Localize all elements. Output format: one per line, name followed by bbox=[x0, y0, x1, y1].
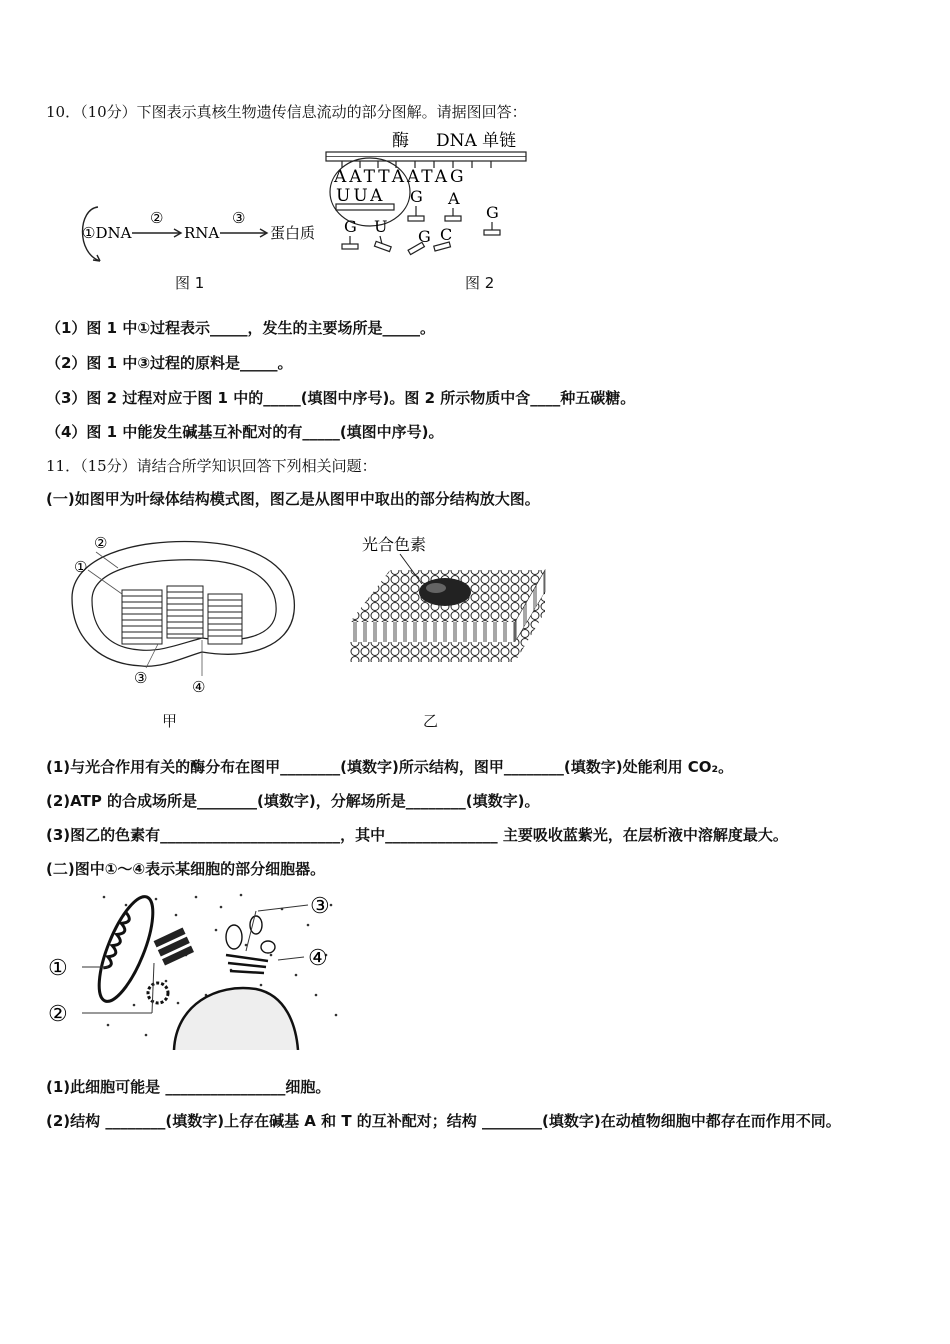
free-base-g4: G bbox=[418, 227, 431, 246]
free-base-g1: G bbox=[410, 187, 423, 206]
fig2-template-bases: AATTAATAG bbox=[334, 167, 467, 187]
fig2-caption: 图 2 bbox=[465, 274, 495, 292]
jia-label-1: ① bbox=[74, 558, 88, 576]
fig1-protein-label: 蛋白质 bbox=[270, 224, 316, 242]
q10-header: 10．（10分）下图表示真核生物遗传信息流动的部分图解。请据图回答： bbox=[46, 103, 527, 121]
yi-pigment-label: 光合色素 bbox=[362, 535, 427, 554]
jia-label-3: ③ bbox=[134, 669, 148, 687]
yi-caption: 乙 bbox=[423, 712, 439, 730]
jia-label-4: ④ bbox=[192, 678, 206, 696]
free-base-u: U bbox=[374, 217, 388, 236]
q11-header: 11．（15分）请结合所学知识回答下列相关问题： bbox=[46, 457, 377, 475]
jia-caption: 甲 bbox=[162, 712, 178, 730]
fig1-dna-label: ①DNA bbox=[82, 224, 132, 242]
q10-sub3: （3）图 2 过程对应于图 1 中的_____(填图中序号)。图 2 所示物质中含____种五碳糖。 bbox=[46, 389, 636, 407]
q10-sub2: （2）图 1 中③过程的原料是_____。 bbox=[46, 354, 293, 372]
jia-label-2: ② bbox=[94, 534, 108, 552]
fig1-rna-label: RNA bbox=[184, 224, 220, 242]
cell-organelles-diagram bbox=[46, 885, 346, 1050]
free-base-c: C bbox=[440, 225, 453, 244]
q11-s3: (3)图乙的色素有________________________，其中_______________ 主要吸收蓝紫光，在层析液中溶解度最大。 bbox=[46, 826, 788, 844]
q11-s2: (2)ATP 的合成场所是________(填数字)，分解场所是________(填数字)。 bbox=[46, 792, 540, 810]
fig1-step3-label: ③ bbox=[232, 209, 246, 227]
q11-s1: (1)与光合作用有关的酶分布在图甲________(填数字)所示结构，图甲________(填数字)处能利用 CO₂。 bbox=[46, 758, 734, 776]
fig1-caption: 图 1 bbox=[175, 274, 205, 292]
free-base-g2: G bbox=[486, 203, 499, 222]
q10-sub4: （4）图 1 中能发生碱基互补配对的有_____(填图中序号)。 bbox=[46, 423, 444, 441]
cell-label-4: ④ bbox=[308, 946, 328, 971]
free-base-g3: G bbox=[344, 217, 357, 236]
free-base-a: A bbox=[448, 189, 460, 208]
figure-1-flow-diagram bbox=[70, 195, 330, 270]
fig2-paired-bases: UUA bbox=[336, 186, 386, 206]
q10-sub1: （1）图 1 中①过程表示_____，发生的主要场所是_____。 bbox=[46, 319, 436, 337]
fig1-step2-label: ② bbox=[150, 209, 164, 227]
fig2-enzyme-label: 酶 bbox=[392, 131, 409, 151]
cell-label-3: ③ bbox=[310, 894, 330, 919]
cell-label-1: ① bbox=[48, 956, 68, 981]
chloroplast-diagram bbox=[62, 528, 302, 698]
q11-t2: (2)结构 ________(填数字)上存在碱基 A 和 T 的互补配对；结构 ________(填数字)在动植物细胞中都存在而作用不同。 bbox=[46, 1112, 841, 1130]
q11-part2-intro: (二)图中①～④表示某细胞的部分细胞器。 bbox=[46, 860, 326, 878]
q11-t1: (1)此细胞可能是 ________________细胞。 bbox=[46, 1078, 331, 1096]
figure-2-transcription bbox=[320, 128, 540, 273]
cell-label-2: ② bbox=[48, 1002, 68, 1027]
thylakoid-membrane-diagram bbox=[340, 530, 560, 680]
q11-part1-intro: (一)如图甲为叶绿体结构模式图，图乙是从图甲中取出的部分结构放大图。 bbox=[46, 490, 540, 508]
fig2-strand-label: DNA 单链 bbox=[436, 131, 517, 151]
